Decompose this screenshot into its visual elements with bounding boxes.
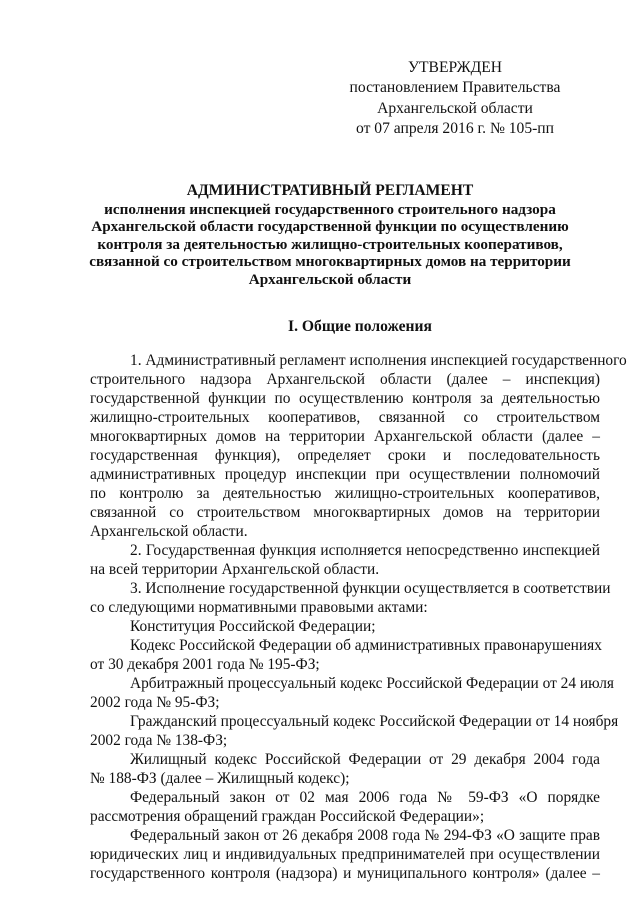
title-subline: связанной со строительством многоквартирных домов на территории: [89, 253, 571, 271]
body-line: 3. Исполнение государственной функции осуществляется в соответствии: [130, 580, 611, 597]
approval-date: от 07 апреля 2016 г. № 105-пп: [356, 120, 554, 138]
approval-stamp: [340, 58, 570, 140]
body-line: Арбитражный процессуальный кодекс Российской Федерации от 24 июля: [130, 675, 614, 692]
body-line: Гражданский процессуальный кодекс Российской Федерации от 14 ноября: [130, 713, 619, 730]
body-line: на всей территории Архангельской области.: [90, 561, 380, 578]
body-line: 2002 года № 138-ФЗ;: [90, 732, 228, 749]
body-line: Кодекс Российской Федерации об административных правонарушениях: [130, 637, 602, 654]
body-line: по контролю за деятельностью жилищно-строительных кооперативов,: [90, 485, 600, 502]
body-line: связанной со строительством многоквартирных домов на территории: [90, 504, 600, 521]
body-line: со следующими нормативными правовыми актами:: [90, 599, 428, 616]
body-line: № 188-ФЗ (далее – Жилищный кодекс);: [90, 770, 350, 787]
body-line: государственного контроля (надзора) и муниципального контроля» (далее –: [90, 865, 600, 882]
title-subline: Архангельской области государственной функции по осуществлению: [91, 218, 569, 236]
approval-heading: УТВЕРЖДЕН: [407, 59, 502, 76]
document-title: [80, 182, 580, 289]
body-line: 1. Административный регламент исполнения инспекцией государственного: [130, 352, 627, 369]
title-subline: Архангельской области: [248, 270, 412, 288]
body-line: рассмотрения обращений граждан Российской Федерации»;: [90, 808, 485, 825]
approval-line: постановлением Правительства: [349, 79, 561, 97]
title-main: АДМИНИСТРАТИВНЫЙ РЕГЛАМЕНТ: [186, 182, 474, 199]
body-line: жилищно-строительных кооперативов, связанной со строительством: [90, 409, 600, 426]
body-line: Федеральный закон от 02 мая 2006 года № 59-ФЗ «О порядке: [130, 789, 600, 806]
body-line: административных процедур инспекции при осуществлении полномочий: [90, 466, 600, 483]
body-line: государственной функции по осуществлению контроля за деятельностью: [90, 390, 600, 407]
body-line: 2. Государственная функция исполняется непосредственно инспекцией: [130, 542, 600, 559]
body-line: Архангельской области.: [90, 523, 248, 540]
body-line: многоквартирных домов на территории Архангельской области (далее –: [90, 428, 600, 445]
body-line: от 30 декабря 2001 года № 195-ФЗ;: [90, 656, 320, 673]
title-subline: исполнения инспекцией государственного строительного надзора: [104, 200, 556, 218]
body-line: Федеральный закон от 26 декабря 2008 года № 294-ФЗ «О защите прав: [130, 827, 600, 844]
title-subline: контроля за деятельностью жилищно-строительных кооперативов,: [97, 235, 563, 253]
body-line: строительного надзора Архангельской области (далее – инспекция): [90, 371, 600, 388]
body-line: государственная функция), определяет сроки и последовательность: [90, 447, 600, 464]
body-line: Конституция Российской Федерации;: [130, 618, 376, 635]
body-line: Жилищный кодекс Российской Федерации от 29 декабря 2004 года: [130, 751, 600, 768]
body-line: 2002 года № 95-ФЗ;: [90, 694, 220, 711]
approval-line: Архангельской области: [377, 99, 533, 117]
section-heading: I. Общие положения: [288, 318, 432, 335]
body-line: юридических лиц и индивидуальных предпринимателей при осуществлении: [90, 846, 600, 863]
